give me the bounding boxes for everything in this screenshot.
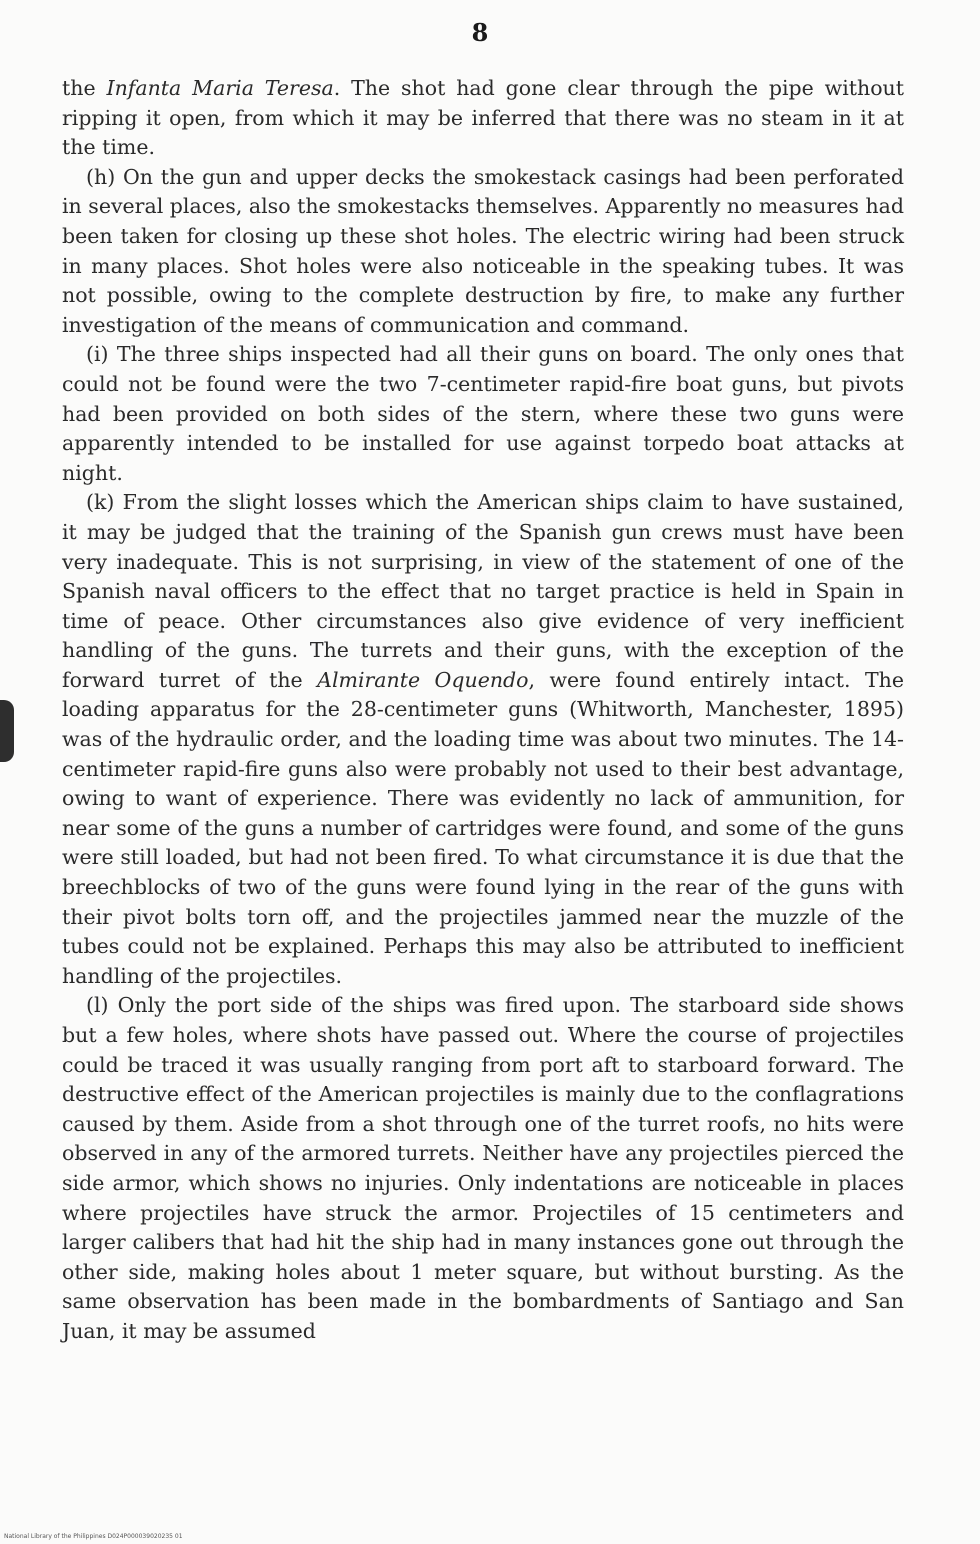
paragraph-label: (i) bbox=[86, 342, 109, 367]
ship-name: Almirante Oquendo bbox=[317, 667, 529, 692]
paragraph-text: From the slight losses which the American ships claim to have sustained, it may be judged that the training of the Spanish gun crews must have been very inadequate. This is not surprising, in view of the statement of one of the Spanish naval officers to the effect that no target practice is held in Spain in time of peace. Other circumstances also give evidence of very inefficient handling of the guns. The turrets and their guns, with the exception of the forward turret of the bbox=[62, 490, 904, 692]
paragraph-k bbox=[62, 488, 904, 991]
paragraph-text: On the gun and upper decks the smokestack casings had been perforated in several places, also the smokestacks themselves. Apparently no measures had been taken for closing up these shot holes. The electric wiring had been struck in many places. Shot holes were also noticeable in the speaking tubes. It was not possible, owing to the complete destruction by fire, to make any further investigation of the means of communication and command. bbox=[62, 164, 904, 337]
paragraph-text: Only the port side of the ships was fired upon. The starboard side shows but a few holes, where shots have passed out. Where the course of projectiles could be traced it was usually ranging from port aft to starboard forward. The destructive effect of the American projectiles is mainly due to the conflagrations caused by them. Aside from a shot through one of the turret roofs, no hits were observed in any of the armored turrets. Neither have any projectiles pierced the side armor, which shows no injuries. Only indentations are noticeable in places where projectiles have struck the armor. Projectiles of 15 centimeters and larger calibers that had hit the ship had in many instances gone out through the other side, making holes about 1 meter square, but without bursting. As the same observation has been made in the bombardments of Santiago and San Juan, it may be assumed bbox=[62, 993, 904, 1343]
paragraph-label: (h) bbox=[86, 164, 116, 189]
paragraph-label: (k) bbox=[86, 490, 115, 515]
body-text bbox=[62, 74, 904, 1347]
paragraph-l bbox=[62, 991, 904, 1346]
ship-name: Infanta Maria Teresa bbox=[106, 76, 334, 100]
text-segment: . The shot had gone clear through the pipe without ripping it open, from which it may be inferred that there was no steam in it at the time. bbox=[62, 76, 905, 160]
paragraph-continuation bbox=[62, 74, 904, 163]
library-footer: National Library of the Philippines D024P000039020235 01 bbox=[4, 1533, 183, 1540]
paragraph-text: The three ships inspected had all their guns on board. The only ones that could not be found were the two 7-centimeter rapid-fire boat guns, but pivots had been provided on both sides of the stern, where these two guns were apparently intended to be installed for use against torpedo boat attacks at night. bbox=[62, 342, 904, 485]
paragraph-text: , were found entirely intact. The loading apparatus for the 28-centimeter guns (Whitworth, Manchester, 1895) was of the hydraulic order, and the loading time was about two minutes. The 14-centimeter rapid-fire guns also were probably not used to their best advantage, owing to want of experience. There was evidently no lack of ammunition, for near some of the guns a number of cartridges were found, and some of the guns were still loaded, but had not been fired. To what circumstance it is due that the breechblocks of two of the guns were found lying in the rear of the guns with their pivot bolts torn off, and the projectiles jammed near the muzzle of the tubes could not be explained. Perhaps this may also be attributed to inefficient handling of the projectiles. bbox=[62, 667, 905, 988]
paragraph-h bbox=[62, 163, 904, 341]
binding-shadow bbox=[0, 700, 14, 762]
paragraph-label: (l) bbox=[86, 993, 109, 1018]
paragraph-i bbox=[62, 340, 904, 488]
text-segment: the bbox=[62, 76, 107, 100]
page-number: 8 bbox=[471, 18, 489, 47]
